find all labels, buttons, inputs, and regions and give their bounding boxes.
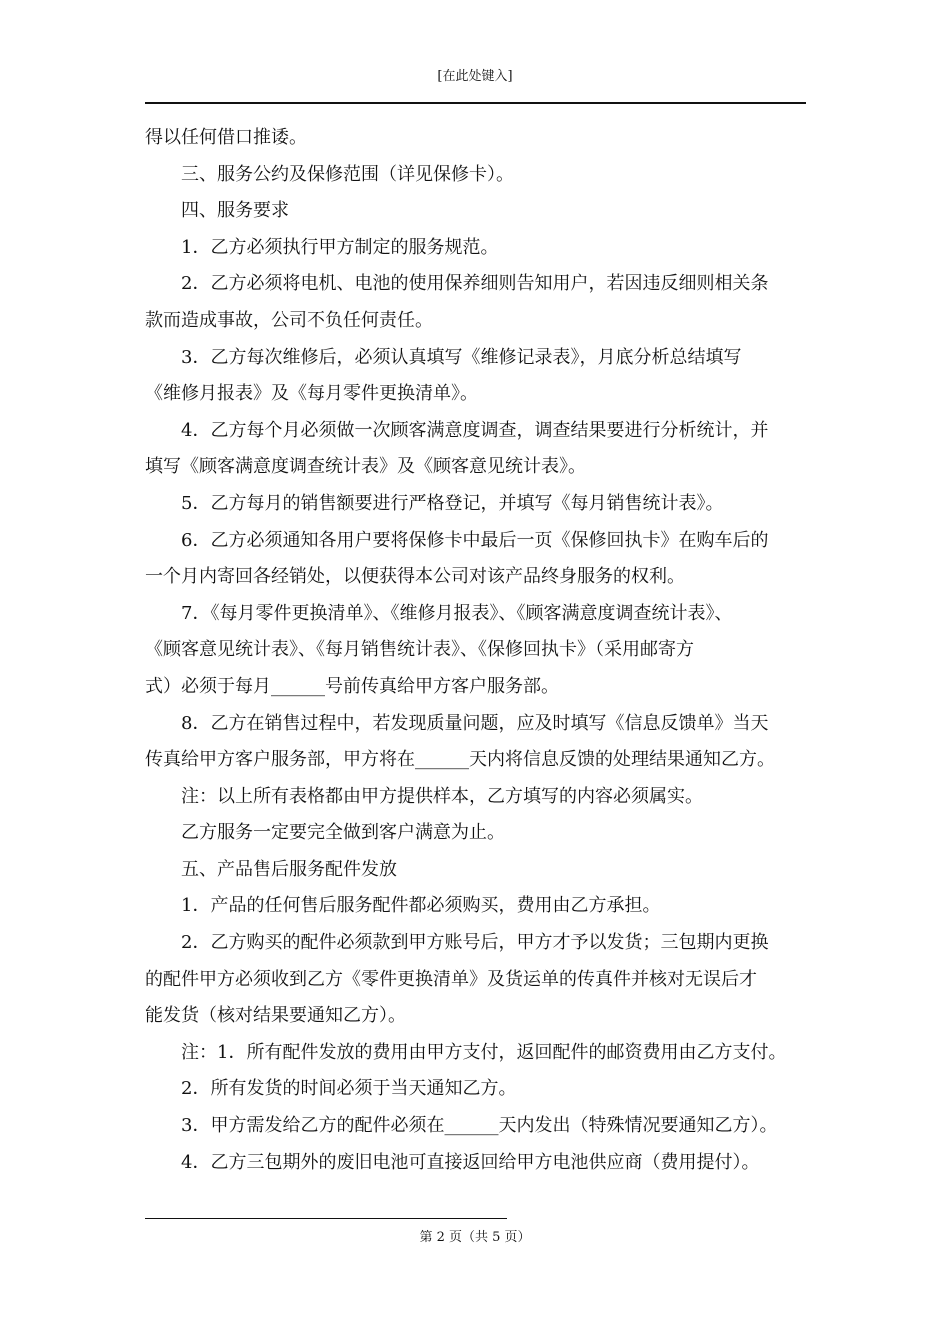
body-line: 2．乙方购买的配件必须款到甲方账号后，甲方才予以发货；三包期内更换	[181, 932, 769, 954]
header-divider	[145, 102, 806, 104]
body-line: 8．乙方在销售过程中，若发现质量问题，应及时填写《信息反馈单》当天	[181, 712, 769, 734]
body-line: 4．乙方每个月必须做一次顾客满意度调查，调查结果要进行分析统计，并	[181, 419, 769, 441]
body-line: 3．乙方每次维修后，必须认真填写《维修记录表》，月底分析总结填写	[181, 346, 742, 368]
page-header: [在此处键入]	[437, 69, 513, 84]
body-line: 7．《每月零件更换清单》、《维修月报表》、《顾客满意度调查统计表》、	[181, 602, 733, 624]
page-footer: 第 2 页（共 5 页）	[419, 1230, 531, 1245]
body-line: 五、产品售后服务配件发放	[181, 858, 397, 880]
body-line: 款而造成事故，公司不负任何责任。	[145, 309, 433, 331]
body-line: 的配件甲方必须收到乙方《零件更换清单》及货运单的传真件并核对无误后才	[145, 968, 757, 990]
footer-divider	[145, 1218, 507, 1219]
body-line: 传真给甲方客户服务部，甲方将在______天内将信息反馈的处理结果通知乙方。	[145, 749, 775, 771]
body-line: 式）必须于每月______号前传真给甲方客户服务部。	[145, 675, 559, 697]
body-line: 三、服务公约及保修范围（详见保修卡）。	[181, 163, 514, 185]
body-line: 《维修月报表》及《每月零件更换清单》。	[145, 383, 478, 405]
document-body	[145, 120, 806, 1181]
body-line: 4．乙方三包期外的废旧电池可直接返回给甲方电池供应商（费用提付）。	[181, 1151, 760, 1173]
body-line: 3．甲方需发给乙方的配件必须在______天内发出（特殊情况要通知乙方）。	[181, 1115, 778, 1137]
body-line: 2．乙方必须将电机、电池的使用保养细则告知用户，若因违反细则相关条	[181, 273, 769, 295]
body-line: 得以任何借口推诿。	[145, 127, 307, 148]
body-line: 2．所有发货的时间必须于当天通知乙方。	[181, 1078, 517, 1100]
body-line: 乙方服务一定要完全做到客户满意为止。	[181, 822, 505, 844]
body-line: 填写《顾客满意度调查统计表》及《顾客意见统计表》。	[145, 456, 586, 478]
body-line: 《顾客意见统计表》、《每月销售统计表》、《保修回执卡》（采用邮寄方	[145, 639, 694, 661]
body-line: 1．产品的任何售后服务配件都必须购买，费用由乙方承担。	[181, 895, 661, 917]
body-line: 注：1．所有配件发放的费用由甲方支付，返回配件的邮资费用由乙方支付。	[181, 1041, 787, 1063]
body-line: 能发货（核对结果要通知乙方）。	[145, 1005, 406, 1027]
body-line: 一个月内寄回各经销处，以便获得本公司对该产品终身服务的权利。	[145, 566, 685, 588]
body-line: 6．乙方必须通知各用户要将保修卡中最后一页《保修回执卡》在购车后的	[181, 529, 769, 551]
body-line: 5．乙方每月的销售额要进行严格登记，并填写《每月销售统计表》。	[181, 492, 724, 514]
body-line: 四、服务要求	[181, 200, 289, 222]
body-line: 注：以上所有表格都由甲方提供样本，乙方填写的内容必须属实。	[181, 785, 703, 807]
body-line: 1．乙方必须执行甲方制定的服务规范。	[181, 236, 499, 258]
